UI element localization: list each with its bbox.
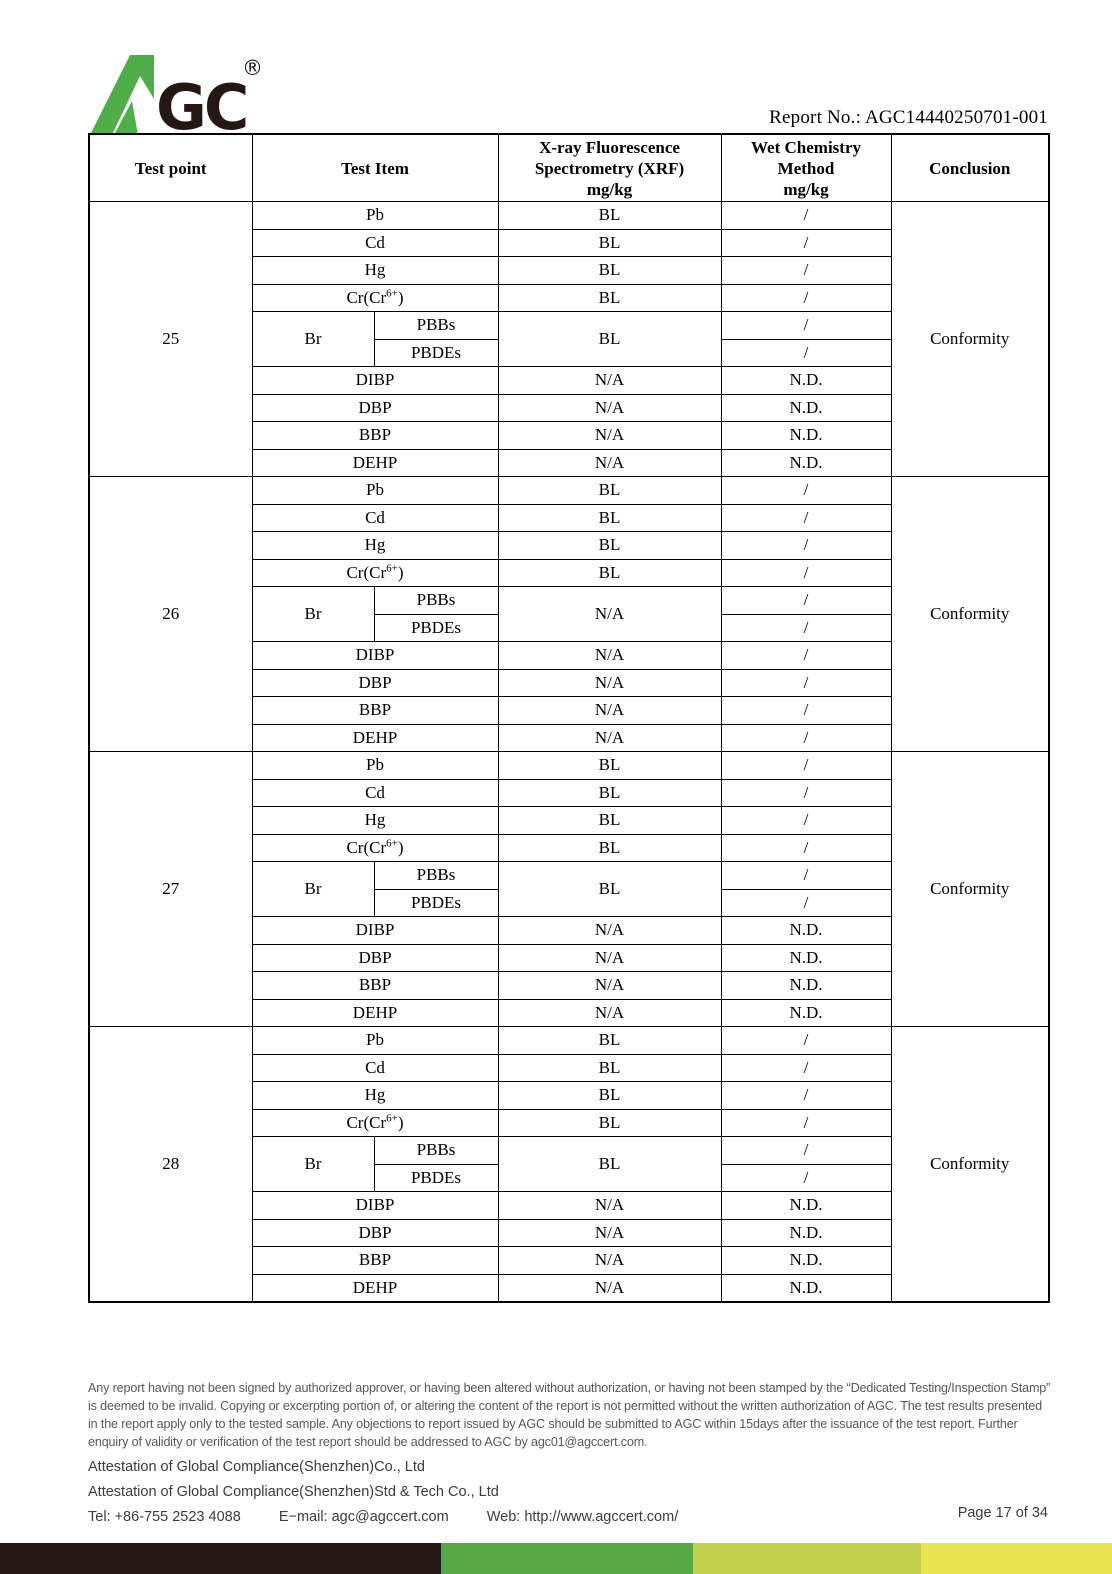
wet-value-cell: / [721, 257, 891, 285]
wet-value-cell: / [721, 1137, 891, 1165]
bar-segment-black [0, 1543, 441, 1574]
xrf-value-cell: BL [498, 312, 721, 367]
xrf-value-cell: BL [498, 834, 721, 862]
xrf-value-cell: BL [498, 559, 721, 587]
xrf-value-cell: N/A [498, 1247, 721, 1275]
xrf-value-cell: N/A [498, 642, 721, 670]
wet-value-cell: / [721, 1054, 891, 1082]
wet-value-cell: N.D. [721, 972, 891, 1000]
website-text: Web: http://www.agccert.com/ [486, 1509, 679, 1525]
page-number: Page 17 of 34 [957, 1505, 1048, 1521]
test-item-cell: Pb [252, 752, 498, 780]
wet-value-cell: N.D. [721, 1274, 891, 1302]
br-sub-item-cell: PBDEs [374, 614, 498, 642]
logo-letters-gc: GC [156, 71, 247, 137]
test-item-cell: Pb [252, 477, 498, 505]
xrf-value-cell: N/A [498, 367, 721, 395]
test-item-cell: $Cr(Cr^{6+})$ [252, 559, 498, 587]
conclusion-cell: Conformity [891, 1027, 1049, 1303]
xrf-value-cell: N/A [498, 1192, 721, 1220]
header-conclusion: Conclusion [891, 134, 1049, 202]
wet-value-cell: / [721, 834, 891, 862]
test-item-cell: Cd [252, 779, 498, 807]
test-item-cell: Pb [252, 202, 498, 230]
test-item-cell: DEHP [252, 999, 498, 1027]
br-sub-item-cell: PBBs [374, 1137, 498, 1165]
test-item-cell: DIBP [252, 642, 498, 670]
wet-value-cell: / [721, 1082, 891, 1110]
xrf-value-cell: BL [498, 1054, 721, 1082]
br-sub-item-cell: PBDEs [374, 339, 498, 367]
wet-value-cell: N.D. [721, 1247, 891, 1275]
br-item-cell: Br [252, 312, 374, 367]
xrf-value-cell: BL [498, 752, 721, 780]
test-item-cell: DBP [252, 669, 498, 697]
header-wet-line: Method [777, 158, 835, 178]
br-sub-item-cell: PBBs [374, 312, 498, 340]
wet-value-cell: / [721, 1027, 891, 1055]
header-test-point: Test point [89, 134, 252, 202]
wet-value-cell: / [721, 752, 891, 780]
test-point-cell: 28 [89, 1027, 252, 1303]
wet-value-cell: / [721, 614, 891, 642]
wet-value-cell: N.D. [721, 367, 891, 395]
xrf-value-cell: N/A [498, 917, 721, 945]
test-item-cell: Hg [252, 257, 498, 285]
xrf-value-cell: N/A [498, 394, 721, 422]
table-row [89, 1027, 1049, 1055]
header-wet-unit: mg/kg [783, 179, 829, 199]
xrf-value-cell: N/A [498, 1274, 721, 1302]
results-table-body [89, 202, 1049, 1303]
bottom-color-bar [0, 1543, 1112, 1574]
wet-value-cell: N.D. [721, 422, 891, 450]
wet-value-cell: / [721, 532, 891, 560]
xrf-value-cell: N/A [498, 669, 721, 697]
wet-value-cell: N.D. [721, 394, 891, 422]
agc-logo [90, 55, 270, 142]
wet-value-cell: N.D. [721, 1192, 891, 1220]
test-item-cell: Hg [252, 1082, 498, 1110]
header-xrf-line: Spectrometry (XRF) [534, 158, 685, 178]
header-wet-chemistry [721, 134, 891, 202]
logo-letter-a-icon [90, 55, 154, 135]
registered-trademark-icon: ® [242, 56, 263, 80]
report-number: Report No.: AGC14440250701-001 [769, 107, 1048, 128]
header-xrf-line: X-ray Fluorescence [539, 137, 680, 157]
wet-value-cell: N.D. [721, 1219, 891, 1247]
conclusion-cell: Conformity [891, 202, 1049, 477]
header-xrf [498, 134, 721, 202]
wet-value-cell: / [721, 1164, 891, 1192]
xrf-value-cell: BL [498, 807, 721, 835]
email-text: E−mail: agc@agccert.com [278, 1509, 449, 1525]
test-item-cell: Cd [252, 504, 498, 532]
telephone-text: Tel: +86-755 2523 4088 [88, 1509, 241, 1525]
wet-value-cell: / [721, 202, 891, 230]
bar-segment-yellow [921, 1543, 1112, 1574]
wet-value-cell: / [721, 339, 891, 367]
xrf-value-cell: BL [498, 1082, 721, 1110]
xrf-value-cell: N/A [498, 449, 721, 477]
disclaimer-text: Any report having not been signed by authorized approver, or having been altered without authorization, or having not been stamped by the “Dedicated Testing/Inspection Stamp” is deemed to be invalid. Copying or excerpting portion of, or altering the content of the report is not permitted without the written authorization of AGC. The test results presented in the report apply only to the tested sample. Any objections to report issued by AGC should be submitted to AGC within 15days after the issuance of the test report. Further enquiry of validity or verification of the test report should be addressed to AGC by agc01@agccert.com. [88, 1381, 1051, 1449]
xrf-value-cell: N/A [498, 724, 721, 752]
header-xrf-unit: mg/kg [586, 179, 633, 199]
wet-value-cell: / [721, 779, 891, 807]
xrf-value-cell: BL [498, 257, 721, 285]
br-sub-item-cell: PBDEs [374, 889, 498, 917]
table-row [89, 202, 1049, 230]
test-item-cell: DEHP [252, 724, 498, 752]
wet-value-cell: N.D. [721, 449, 891, 477]
br-item-cell: Br [252, 1137, 374, 1192]
wet-value-cell: / [721, 1109, 891, 1137]
test-item-cell: DEHP [252, 449, 498, 477]
xrf-value-cell: N/A [498, 972, 721, 1000]
wet-value-cell: / [721, 642, 891, 670]
br-item-cell: Br [252, 587, 374, 642]
test-results-table [88, 133, 1050, 1303]
br-sub-item-cell: PBBs [374, 587, 498, 615]
test-item-cell: DBP [252, 1219, 498, 1247]
xrf-value-cell: BL [498, 1137, 721, 1192]
test-item-cell: $Cr(Cr^{6+})$ [252, 1109, 498, 1137]
xrf-value-cell: BL [498, 504, 721, 532]
bar-segment-green [441, 1543, 692, 1574]
bar-segment-yellow-green [693, 1543, 921, 1574]
wet-value-cell: / [721, 312, 891, 340]
test-point-cell: 25 [89, 202, 252, 477]
xrf-value-cell: BL [498, 779, 721, 807]
xrf-value-cell: BL [498, 862, 721, 917]
header-test-item: Test Item [252, 134, 498, 202]
wet-value-cell: N.D. [721, 917, 891, 945]
conclusion-cell: Conformity [891, 477, 1049, 752]
contact-line [88, 1505, 712, 1530]
test-item-cell: DBP [252, 944, 498, 972]
table-row [89, 752, 1049, 780]
wet-value-cell: / [721, 697, 891, 725]
test-item-cell: DIBP [252, 1192, 498, 1220]
test-item-cell: DEHP [252, 1274, 498, 1302]
wet-value-cell: / [721, 477, 891, 505]
test-item-cell: Cd [252, 229, 498, 257]
wet-value-cell: / [721, 504, 891, 532]
xrf-value-cell: BL [498, 477, 721, 505]
xrf-value-cell: BL [498, 532, 721, 560]
test-item-cell: BBP [252, 422, 498, 450]
test-item-cell: $Cr(Cr^{6+})$ [252, 284, 498, 312]
wet-value-cell: / [721, 229, 891, 257]
br-sub-item-cell: PBDEs [374, 1164, 498, 1192]
company-name-line: Attestation of Global Compliance(Shenzhen)Co., Ltd [88, 1459, 425, 1475]
xrf-value-cell: N/A [498, 999, 721, 1027]
table-row [89, 477, 1049, 505]
wet-value-cell: / [721, 587, 891, 615]
test-item-cell: BBP [252, 1247, 498, 1275]
test-point-cell: 27 [89, 752, 252, 1027]
wet-value-cell: / [721, 559, 891, 587]
test-item-cell: $Cr(Cr^{6+})$ [252, 834, 498, 862]
xrf-value-cell: BL [498, 284, 721, 312]
test-item-cell: Cd [252, 1054, 498, 1082]
wet-value-cell: N.D. [721, 944, 891, 972]
xrf-value-cell: N/A [498, 422, 721, 450]
xrf-value-cell: N/A [498, 1219, 721, 1247]
xrf-value-cell: BL [498, 1027, 721, 1055]
test-item-cell: Hg [252, 532, 498, 560]
wet-value-cell: / [721, 889, 891, 917]
xrf-value-cell: BL [498, 1109, 721, 1137]
test-item-cell: Hg [252, 807, 498, 835]
br-item-cell: Br [252, 862, 374, 917]
test-item-cell: BBP [252, 697, 498, 725]
company-name-line: Attestation of Global Compliance(Shenzhen)Std & Tech Co., Ltd [88, 1484, 499, 1500]
table-header-row [89, 134, 1049, 202]
agc-logo-graphic [90, 55, 270, 137]
conclusion-cell: Conformity [891, 752, 1049, 1027]
wet-value-cell: / [721, 284, 891, 312]
test-item-cell: DIBP [252, 367, 498, 395]
wet-value-cell: / [721, 862, 891, 890]
test-item-cell: Pb [252, 1027, 498, 1055]
header-wet-line: Wet Chemistry [750, 137, 861, 157]
wet-value-cell: / [721, 669, 891, 697]
xrf-value-cell: BL [498, 202, 721, 230]
wet-value-cell: / [721, 724, 891, 752]
xrf-value-cell: N/A [498, 697, 721, 725]
wet-value-cell: N.D. [721, 999, 891, 1027]
test-point-cell: 26 [89, 477, 252, 752]
xrf-value-cell: N/A [498, 944, 721, 972]
br-sub-item-cell: PBBs [374, 862, 498, 890]
test-item-cell: DIBP [252, 917, 498, 945]
test-item-cell: BBP [252, 972, 498, 1000]
xrf-value-cell: BL [498, 229, 721, 257]
test-item-cell: DBP [252, 394, 498, 422]
xrf-value-cell: N/A [498, 587, 721, 642]
company-info-block [88, 1455, 712, 1530]
wet-value-cell: / [721, 807, 891, 835]
